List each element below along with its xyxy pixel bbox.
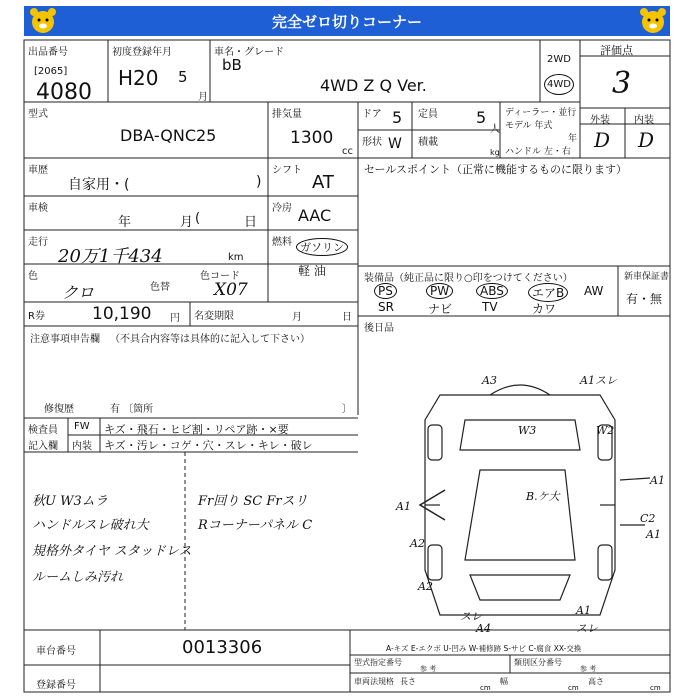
car-name: bB	[222, 56, 242, 74]
score-int: D	[638, 128, 655, 152]
name-change-label: 名変期限	[194, 311, 234, 322]
dealer-year-unit: 年	[568, 134, 578, 144]
inspector-nai: 内装	[72, 441, 92, 452]
recycle-unit: 円	[170, 313, 180, 324]
dims-cm1: cm	[480, 684, 491, 692]
doors-value: 5	[392, 108, 403, 127]
repair-label: 修復歴	[44, 404, 74, 415]
history-label: 車歴	[28, 165, 48, 176]
first-reg-month-unit: 月	[198, 92, 208, 103]
doors-label: ドア	[362, 109, 382, 120]
score-label: 評価点	[600, 44, 633, 57]
dims-label: 車両法規格	[354, 677, 394, 686]
fuel-label: 燃料	[272, 237, 292, 248]
diag-a1-top: A1スレ	[580, 374, 617, 387]
inspector-label1: 検査員	[28, 425, 58, 436]
hw-note-4: ルームしみ汚れ	[32, 570, 124, 585]
equip-ps: PS	[374, 283, 397, 299]
notes-sub: （不具合内容等は具体的に記入して下さい）	[110, 334, 310, 345]
color-change-label: 色替	[150, 282, 170, 293]
form1-label: 型式指定番号	[354, 658, 402, 667]
repair-close: 〕	[342, 404, 352, 415]
model-code: DBA-QNC25	[120, 126, 217, 145]
ac-value: AAC	[298, 206, 332, 225]
inspection-month: 月	[180, 215, 194, 230]
inspection-day: 日	[244, 215, 258, 230]
chassis-label: 車台番号	[36, 646, 76, 657]
color-value: クロ	[62, 283, 95, 302]
first-reg-year: H20	[118, 66, 159, 90]
score-ext-label: 外装	[590, 115, 610, 126]
hw-note-1: 秋U W3ムラ	[32, 494, 108, 509]
dealer-model-year: モデル 年式	[505, 121, 553, 131]
diag-sure2: スレ	[576, 622, 598, 635]
history-close: )	[256, 174, 262, 190]
capacity-unit: 人	[490, 124, 500, 135]
inspector-line2: キズ・汚レ・コゲ・穴・スレ・キレ・破レ	[104, 439, 313, 452]
form1-sub: 参 考	[420, 665, 437, 673]
diag-w3: W3	[518, 424, 537, 437]
diag-a2-bottom: A2	[418, 580, 433, 593]
dealer-label: ディーラー・並行	[505, 108, 577, 118]
equip-airbag: エアB	[528, 283, 568, 302]
capacity-value: 5	[476, 108, 487, 127]
chassis-value: 0013306	[182, 637, 263, 658]
equip-tv: TV	[482, 300, 498, 314]
fuel-circled: ガソリン	[296, 238, 348, 256]
warranty-label: 新車保証書	[624, 272, 670, 282]
lot-number: 4080	[36, 80, 92, 105]
diag-bke: B.ケ大	[526, 490, 560, 503]
displacement-label: 排気量	[272, 109, 302, 120]
shift-value: AT	[312, 172, 334, 193]
inspector-line1: キズ・飛石・ヒビ割・リペア跡・×要	[104, 423, 289, 436]
load-label: 積載	[418, 137, 438, 148]
lot-sub: [2065]	[34, 66, 68, 77]
shape-label: 形状	[362, 137, 382, 148]
sales-point-label: セールスポイント（正常に機能するものに限ります）	[364, 163, 628, 176]
dims-width: 幅	[500, 677, 508, 686]
mileage-unit: km	[228, 252, 244, 263]
hw-note-3: 規格外タイヤ スタッドレス	[32, 544, 192, 559]
equip-aw: AW	[584, 284, 604, 298]
dims-cm3: cm	[650, 684, 661, 692]
shift-label: シフト	[272, 165, 302, 176]
diag-sure1: スレ	[460, 610, 482, 623]
registration-label: 登録番号	[36, 680, 76, 691]
inspection-paren: (	[195, 211, 201, 226]
displacement-unit: cc	[342, 146, 353, 157]
mileage-label: 走行	[28, 237, 48, 248]
diag-a3: A3	[482, 374, 497, 387]
diag-c2: C2	[640, 512, 656, 525]
score-value: 3	[612, 66, 632, 101]
equip-navi: ナビ	[428, 302, 453, 316]
car-name-label: 車名・グレード	[214, 47, 284, 58]
ac-label: 冷房	[272, 203, 292, 214]
rear-seat-label: 後日品	[364, 323, 394, 334]
fuel-other: 軽 油	[298, 264, 326, 278]
displacement-value: 1300	[290, 128, 334, 148]
score-int-label: 内装	[634, 115, 654, 126]
color-label: 色	[28, 271, 38, 282]
inspector-label2: 記入欄	[28, 441, 58, 452]
car-grade: 4WD Z Q Ver.	[320, 76, 427, 95]
first-reg-month: 5	[178, 68, 188, 86]
name-change-day: 日	[342, 312, 352, 323]
diag-a1-left: A1	[396, 500, 411, 513]
hw-note-6: Rコーナーパネル C	[198, 518, 313, 533]
form2-label: 類別区分番号	[514, 658, 562, 667]
diag-a1-right: A1	[650, 474, 665, 487]
color-code-label: 色コード	[200, 271, 240, 282]
inspection-year: 年	[118, 215, 132, 230]
name-change-month: 月	[292, 312, 302, 323]
equip-pw: PW	[426, 283, 453, 299]
inspection-label: 車検	[28, 203, 48, 214]
mileage-value: 20万1千434	[58, 246, 163, 267]
diagram-legend: A-キズ E-エクボ U-凹み W-補修跡 S-サビ C-腐食 XX-交換	[386, 644, 582, 653]
history-value: 自家用・(	[68, 177, 130, 193]
inspector-fw: FW	[74, 421, 90, 432]
diag-a4: A4	[476, 622, 491, 635]
diag-w2: W2	[596, 424, 615, 437]
score-ext: D	[594, 128, 611, 152]
color-code: X07	[214, 280, 248, 300]
warranty-value: 有・無	[626, 292, 663, 306]
drive-2wd: 2WD	[547, 54, 571, 65]
equip-leather: カワ	[532, 302, 557, 316]
shape-value: W	[388, 136, 402, 152]
equipment-label: 装備品（純正品に限り○印をつけてください）	[364, 273, 573, 284]
load-unit: kg	[490, 148, 500, 157]
hw-note-5: Fr回り SC Frスリ	[198, 494, 308, 509]
header-title: 完全ゼロ切りコーナー	[271, 12, 422, 31]
dims-cm2: cm	[568, 684, 579, 692]
equip-abs: ABS	[476, 283, 508, 299]
equip-sr: SR	[378, 300, 394, 314]
lot-label: 出品番号	[28, 47, 68, 58]
dealer-handle: ハンドル 左・右	[505, 147, 571, 157]
repair-value: 有 〔箇所	[110, 404, 154, 415]
notes-label: 注意事項申告欄	[30, 334, 100, 345]
diag-a2-left: A2	[410, 537, 425, 550]
diag-a1-bottom: A1	[576, 604, 591, 617]
dims-height: 高さ	[588, 677, 604, 686]
first-reg-label: 初度登録年月	[112, 47, 172, 58]
hw-note-2: ハンドルスレ破れ大	[32, 518, 149, 533]
model-label: 型式	[28, 109, 48, 120]
dims-length: 長さ	[400, 677, 416, 686]
recycle-label: R券	[28, 311, 45, 322]
recycle-value: 10,190	[92, 304, 152, 324]
diag-a1-right2: A1	[646, 528, 661, 541]
drive-4wd-circled: 4WD	[544, 74, 574, 95]
capacity-label: 定員	[418, 109, 438, 120]
form2-sub: 参 考	[580, 665, 597, 673]
